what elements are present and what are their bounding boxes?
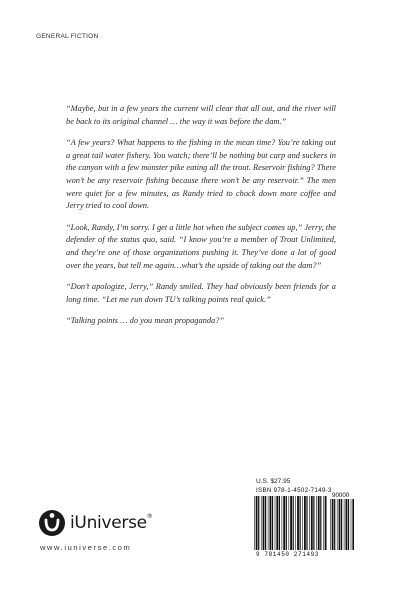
excerpt-paragraph: “Look, Randy, I’m sorry. I get a little hot when the subject comes up,” Jerry, the defender of the status quo, said. “I know you’re a member of Trout Unlimited, and they’re one of those organizations pushing it. They’ve done a lot of good over the years, but tell me again…what’s the upside of taking out the dam?” bbox=[66, 222, 336, 270]
excerpt-paragraph: “Maybe, but in a few years the current will clear that all out, and the river will be back to its original channel … the way it was before the dam.” bbox=[66, 104, 336, 126]
excerpt-paragraph: “Talking points … do you mean propaganda?” bbox=[66, 315, 225, 325]
isbn-barcode bbox=[254, 487, 354, 565]
iuniverse-logo-icon bbox=[38, 509, 66, 537]
genre-label: GENERAL FICTION bbox=[36, 33, 99, 40]
ean-barcode-icon bbox=[254, 496, 328, 550]
ean-digits: 9 781450 271493 bbox=[256, 551, 320, 558]
price-label: U.S. $27.95 bbox=[256, 478, 291, 485]
isbn-number: ISBN 978-1-4502-7149-3 bbox=[256, 487, 332, 494]
publisher-name: iUniverse® bbox=[70, 513, 153, 533]
publisher-website: www.iuniverse.com bbox=[40, 543, 132, 552]
book-excerpt bbox=[66, 103, 336, 336]
excerpt-paragraph: “A few years? What happens to the fishing in the mean time? You’re taking out a great tail water fishery. You watch; there’ll be nothing but carp and suckers in the canyon with a few monster pike eating all the trout. Reservoir fishing? There won’t be any reservoir fishing because there won’t be any reservoir.” The men were quiet for a few minutes, as Randy tried to chock down more coffee and Jerry tried to cool down. bbox=[66, 137, 336, 211]
publisher-logo bbox=[38, 508, 153, 538]
addon-barcode-icon bbox=[330, 499, 354, 550]
addon-price-code: 90000 bbox=[332, 492, 350, 499]
excerpt-paragraph: “Don’t apologize, Jerry,” Randy smiled. They had obviously been friends for a long time. “Let me run down TU’s talking points real quick.” bbox=[66, 281, 336, 304]
